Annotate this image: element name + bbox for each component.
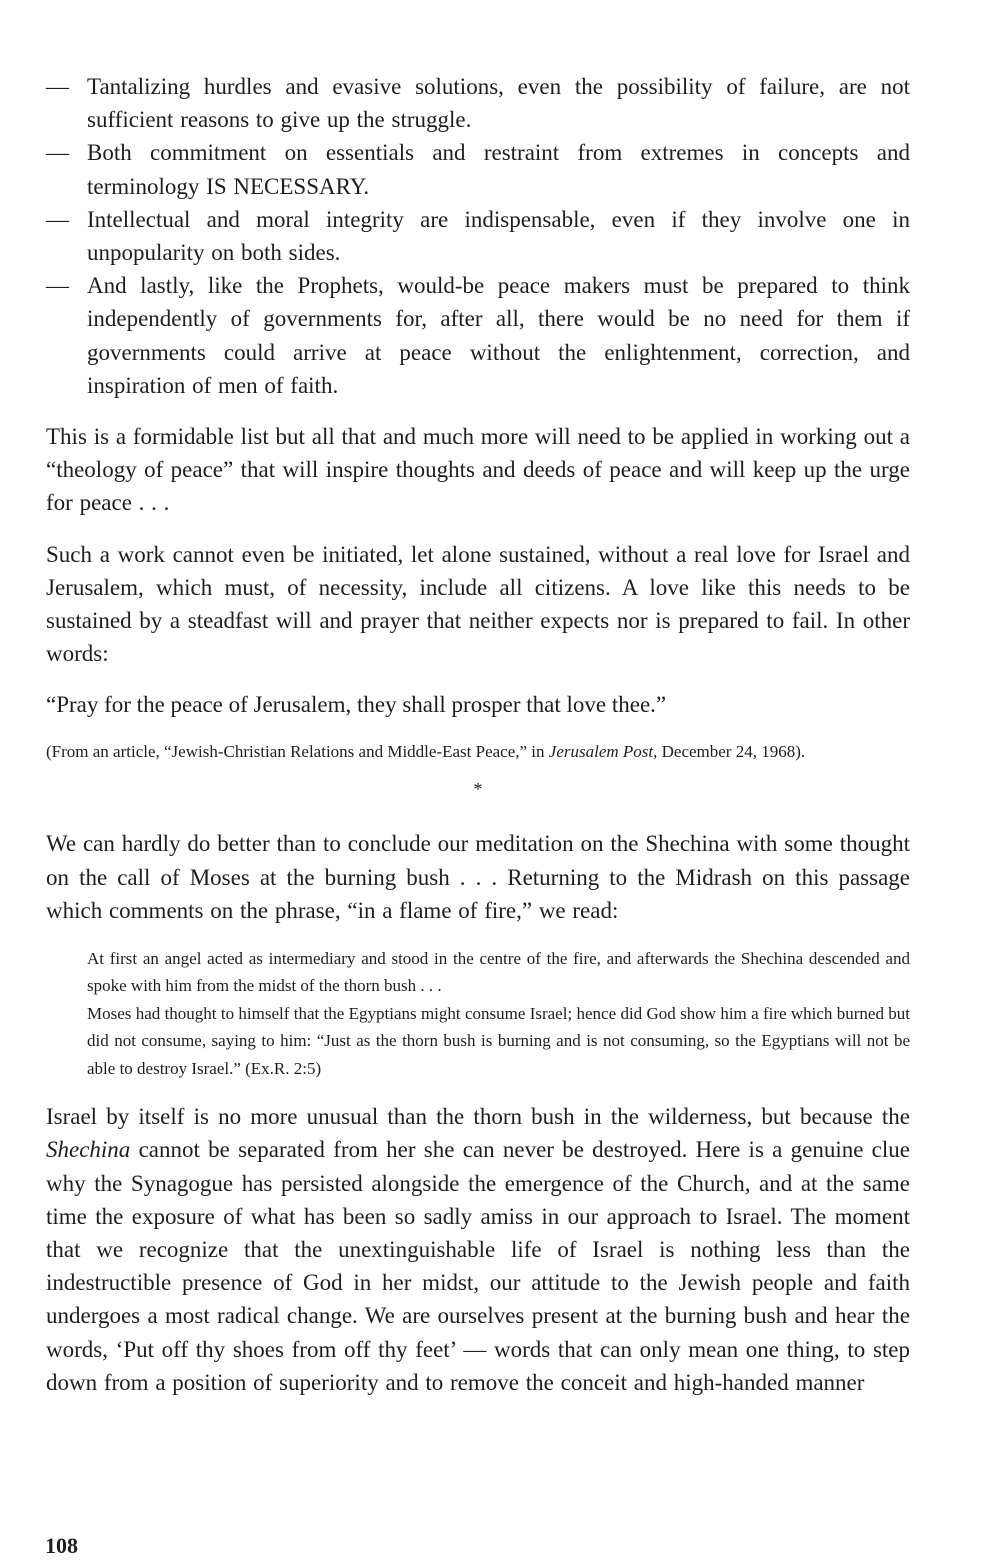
article-citation bbox=[46, 739, 910, 765]
bullet-item bbox=[46, 203, 910, 269]
italic-shechina: Shechina bbox=[46, 1137, 131, 1163]
bullet-list bbox=[46, 70, 910, 402]
paragraph-text-after: cannot be separated from her she can never be destroyed. Here is a genuine clue why the Synagogue has persisted alongside the emergence of the Church, and at the same time the exposure of what has been so sadly amiss in our approach to Israel. The moment that we recognize that the unextinguishable life of Israel is nothing less than the indestructible presence of God in her midst, our attitude to the Jewish people and faith undergoes a most radical change. We are ourselves present at the burning bush and hear the words, ‘Put off thy shoes from off thy feet’ — words that can only mean one thing, to step down from a position of superiority and to remove the conceit and high-handed manner bbox=[46, 1137, 910, 1395]
section-separator: * bbox=[473, 779, 483, 800]
em-dash: — bbox=[46, 273, 69, 299]
extract-line: Moses had thought to himself that the Egyptians might consume Israel; hence did God show him a fire which burned but did not consume, saying to him: “Just as the thorn bush is burning and is not consuming, so the Egyptians will not be able to destroy Israel.” (Ex.R. 2:5) bbox=[87, 1003, 910, 1078]
paragraph-burning-bush: We can hardly do better than to conclude our meditation on the Shechina with some thought on the call of Moses at the burning bush . . . Returning to the Midrash on this passage which comments on the phrase, “in a flame of fire,” we read: bbox=[46, 831, 910, 923]
citation-publication-title: Jerusalem Post bbox=[548, 742, 654, 762]
bullet-item bbox=[46, 70, 910, 136]
page-number: 108 bbox=[45, 1533, 78, 1558]
em-dash: — bbox=[46, 206, 69, 232]
midrash-extract bbox=[87, 945, 910, 1082]
extract-line: At first an angel acted as intermediary and stood in the centre of the fire, and afterwards the Shechina descended and spoke with him from the midst of the thorn bush . . . bbox=[87, 949, 910, 996]
bullet-item bbox=[46, 269, 910, 402]
page-content bbox=[46, 70, 910, 1417]
paragraph-love-for-israel: Such a work cannot even be initiated, let alone sustained, without a real love for Israel and Jerusalem, which must, of necessity, include all citizens. A love like this needs to be sustained by a steadfast will and prayer that neither expects nor is prepared to fail. In other words: bbox=[46, 541, 910, 667]
em-dash: — bbox=[46, 140, 69, 166]
bullet-item bbox=[46, 136, 910, 202]
bullet-text: Intellectual and moral integrity are indispensable, even if they involve one in unpopularity on both sides. bbox=[87, 206, 910, 266]
bullet-text: Both commitment on essentials and restraint from extremes in concepts and terminology IS NECESSARY. bbox=[87, 140, 910, 199]
bullet-text: Tantalizing hurdles and evasive solutions, even the possibility of failure, are not sufficient reasons to give up the struggle. bbox=[87, 74, 910, 133]
paragraph-text-before: Israel by itself is no more unusual than the thorn bush in the wilderness, but because the bbox=[46, 1104, 910, 1130]
paragraph-shechina bbox=[46, 1100, 910, 1399]
paragraph-formidable-list: This is a formidable list but all that and much more will need to be applied in working out a “theology of peace” that will inspire thoughts and deeds of peace and will keep up the urge for peace . . . bbox=[46, 424, 910, 516]
citation-text-after: , December 24, 1968). bbox=[653, 742, 806, 762]
bullet-text: And lastly, like the Prophets, would-be peace makers must be prepared to think independently of governments for, after all, there would be no need for them if governments could arrive at peace without the enlightenment, correction, and inspiration of men of faith. bbox=[87, 273, 910, 398]
citation-text-before: (From an article, “Jewish-Christian Relations and Middle-East Peace,” in bbox=[46, 742, 549, 762]
psalm-quote: “Pray for the peace of Jerusalem, they shall prosper that love thee.” bbox=[46, 692, 667, 718]
em-dash: — bbox=[46, 74, 69, 99]
